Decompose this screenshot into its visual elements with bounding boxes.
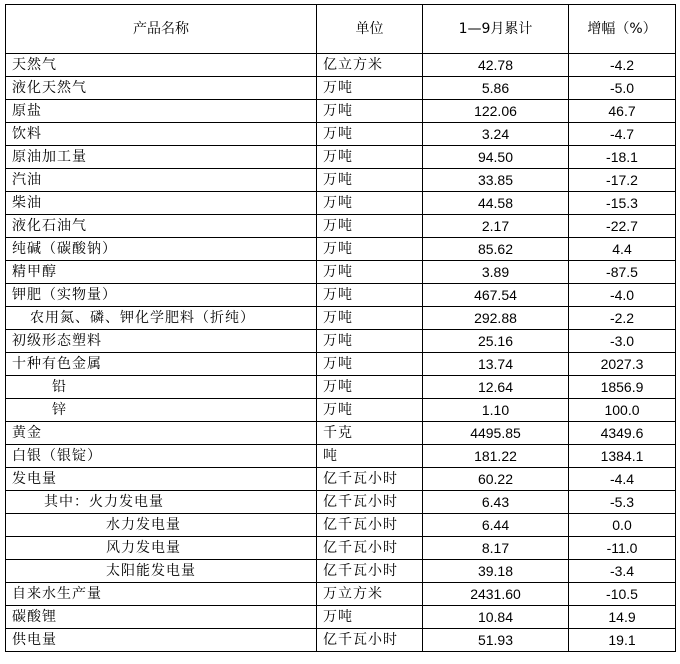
- growth-cell: 1384.1: [569, 445, 676, 468]
- table-row: [6, 445, 676, 468]
- growth-cell: -10.5: [569, 583, 676, 606]
- growth-cell: -11.0: [569, 537, 676, 560]
- table-row: [6, 629, 676, 652]
- growth-cell: 2027.3: [569, 353, 676, 376]
- table-row: [6, 353, 676, 376]
- table-row: [6, 422, 676, 445]
- unit-cell: 万吨: [317, 215, 423, 238]
- table-row: [6, 123, 676, 146]
- growth-cell: 4349.6: [569, 422, 676, 445]
- product-name-cell: 发电量: [6, 468, 317, 491]
- unit-cell: 千克: [317, 422, 423, 445]
- cumulative-value-cell: 44.58: [423, 192, 569, 215]
- cumulative-value-cell: 1.10: [423, 399, 569, 422]
- cumulative-value-cell: 3.24: [423, 123, 569, 146]
- growth-cell: -4.2: [569, 54, 676, 77]
- cumulative-value-cell: 292.88: [423, 307, 569, 330]
- table-row: [6, 560, 676, 583]
- table-row: [6, 399, 676, 422]
- growth-cell: -4.7: [569, 123, 676, 146]
- cumulative-value-cell: 25.16: [423, 330, 569, 353]
- table-row: [6, 100, 676, 123]
- unit-cell: 万吨: [317, 100, 423, 123]
- cumulative-value-cell: 4495.85: [423, 422, 569, 445]
- product-name-cell: 十种有色金属: [6, 353, 317, 376]
- growth-cell: -2.2: [569, 307, 676, 330]
- table-row: [6, 238, 676, 261]
- unit-cell: 亿立方米: [317, 54, 423, 77]
- cumulative-value-cell: 8.17: [423, 537, 569, 560]
- unit-cell: 亿千瓦小时: [317, 629, 423, 652]
- cumulative-value-cell: 13.74: [423, 353, 569, 376]
- growth-cell: 19.1: [569, 629, 676, 652]
- table-body: [6, 54, 676, 652]
- product-name-cell: 纯碱（碳酸钠）: [6, 238, 317, 261]
- table-row: [6, 54, 676, 77]
- table-row: [6, 583, 676, 606]
- product-name-cell: 水力发电量: [6, 514, 317, 537]
- cumulative-value-cell: 6.43: [423, 491, 569, 514]
- product-name-cell: 初级形态塑料: [6, 330, 317, 353]
- growth-cell: -4.4: [569, 468, 676, 491]
- product-name-cell: 液化天然气: [6, 77, 317, 100]
- unit-cell: 万吨: [317, 123, 423, 146]
- product-name-cell: 碳酸锂: [6, 606, 317, 629]
- product-name-cell: 汽油: [6, 169, 317, 192]
- unit-cell: 万吨: [317, 238, 423, 261]
- product-name-cell: 黄金: [6, 422, 317, 445]
- unit-cell: 万吨: [317, 77, 423, 100]
- unit-cell: 万吨: [317, 376, 423, 399]
- growth-cell: -87.5: [569, 261, 676, 284]
- product-name-cell: 铅: [6, 376, 317, 399]
- header-cumulative: 1—9月累计: [423, 5, 569, 54]
- unit-cell: 吨: [317, 445, 423, 468]
- growth-cell: -17.2: [569, 169, 676, 192]
- cumulative-value-cell: 51.93: [423, 629, 569, 652]
- cumulative-value-cell: 42.78: [423, 54, 569, 77]
- unit-cell: 亿千瓦小时: [317, 537, 423, 560]
- product-name-cell: 柴油: [6, 192, 317, 215]
- growth-cell: -5.3: [569, 491, 676, 514]
- product-name-cell: 供电量: [6, 629, 317, 652]
- cumulative-value-cell: 467.54: [423, 284, 569, 307]
- header-unit: 单位: [317, 5, 423, 54]
- cumulative-value-cell: 60.22: [423, 468, 569, 491]
- product-name-cell: 钾肥（实物量）: [6, 284, 317, 307]
- growth-cell: -22.7: [569, 215, 676, 238]
- product-name-cell: 原油加工量: [6, 146, 317, 169]
- growth-cell: 1856.9: [569, 376, 676, 399]
- unit-cell: 亿千瓦小时: [317, 491, 423, 514]
- product-name-cell: 农用氮、磷、钾化学肥料（折纯）: [6, 307, 317, 330]
- product-name-cell: 精甲醇: [6, 261, 317, 284]
- growth-cell: -3.4: [569, 560, 676, 583]
- growth-cell: 14.9: [569, 606, 676, 629]
- cumulative-value-cell: 39.18: [423, 560, 569, 583]
- unit-cell: 万吨: [317, 192, 423, 215]
- unit-cell: 万吨: [317, 146, 423, 169]
- product-output-table: [5, 4, 676, 652]
- table-row: [6, 537, 676, 560]
- table-row: [6, 146, 676, 169]
- cumulative-value-cell: 12.64: [423, 376, 569, 399]
- header-growth: 增幅（%）: [569, 5, 676, 54]
- table-row: [6, 307, 676, 330]
- product-name-cell: 饮料: [6, 123, 317, 146]
- table-row: [6, 284, 676, 307]
- growth-cell: 4.4: [569, 238, 676, 261]
- table-row: [6, 514, 676, 537]
- cumulative-value-cell: 10.84: [423, 606, 569, 629]
- growth-cell: -18.1: [569, 146, 676, 169]
- table-header-row: [6, 5, 676, 54]
- growth-cell: 100.0: [569, 399, 676, 422]
- product-name-cell: 液化石油气: [6, 215, 317, 238]
- table-row: [6, 77, 676, 100]
- product-name-cell: 太阳能发电量: [6, 560, 317, 583]
- table-row: [6, 606, 676, 629]
- cumulative-value-cell: 33.85: [423, 169, 569, 192]
- unit-cell: 万吨: [317, 284, 423, 307]
- unit-cell: 万立方米: [317, 583, 423, 606]
- product-name-cell: 自来水生产量: [6, 583, 317, 606]
- unit-cell: 万吨: [317, 261, 423, 284]
- growth-cell: 0.0: [569, 514, 676, 537]
- cumulative-value-cell: 3.89: [423, 261, 569, 284]
- growth-cell: -3.0: [569, 330, 676, 353]
- header-product-name: 产品名称: [6, 5, 317, 54]
- unit-cell: 万吨: [317, 169, 423, 192]
- table-row: [6, 261, 676, 284]
- cumulative-value-cell: 94.50: [423, 146, 569, 169]
- table-row: [6, 330, 676, 353]
- unit-cell: 万吨: [317, 606, 423, 629]
- product-name-cell: 白银（银锭）: [6, 445, 317, 468]
- growth-cell: 46.7: [569, 100, 676, 123]
- cumulative-value-cell: 5.86: [423, 77, 569, 100]
- cumulative-value-cell: 181.22: [423, 445, 569, 468]
- table-row: [6, 376, 676, 399]
- product-name-cell: 原盐: [6, 100, 317, 123]
- table-row: [6, 468, 676, 491]
- unit-cell: 亿千瓦小时: [317, 514, 423, 537]
- unit-cell: 万吨: [317, 330, 423, 353]
- growth-cell: -5.0: [569, 77, 676, 100]
- product-name-cell: 天然气: [6, 54, 317, 77]
- table-row: [6, 215, 676, 238]
- product-name-cell: 风力发电量: [6, 537, 317, 560]
- table-row: [6, 192, 676, 215]
- cumulative-value-cell: 2.17: [423, 215, 569, 238]
- table-row: [6, 491, 676, 514]
- cumulative-value-cell: 122.06: [423, 100, 569, 123]
- growth-cell: -15.3: [569, 192, 676, 215]
- product-name-cell: 锌: [6, 399, 317, 422]
- unit-cell: 万吨: [317, 399, 423, 422]
- product-name-cell: 其中：火力发电量: [6, 491, 317, 514]
- unit-cell: 亿千瓦小时: [317, 468, 423, 491]
- unit-cell: 万吨: [317, 353, 423, 376]
- growth-cell: -4.0: [569, 284, 676, 307]
- unit-cell: 万吨: [317, 307, 423, 330]
- cumulative-value-cell: 2431.60: [423, 583, 569, 606]
- cumulative-value-cell: 6.44: [423, 514, 569, 537]
- table-row: [6, 169, 676, 192]
- unit-cell: 亿千瓦小时: [317, 560, 423, 583]
- cumulative-value-cell: 85.62: [423, 238, 569, 261]
